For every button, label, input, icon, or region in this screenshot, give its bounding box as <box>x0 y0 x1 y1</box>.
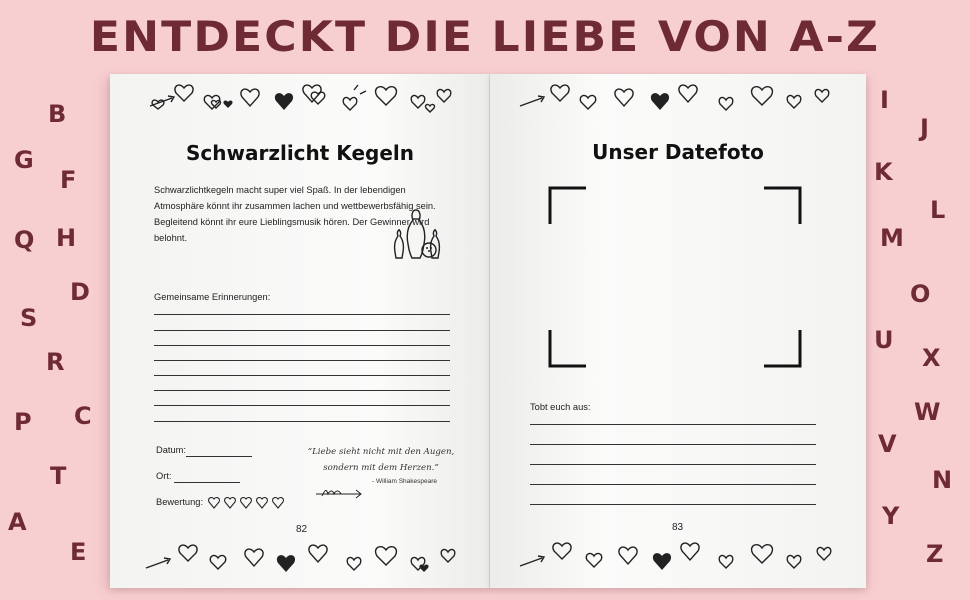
side-letter: O <box>910 280 931 308</box>
side-letter: A <box>8 508 27 536</box>
page-title: Schwarzlicht Kegeln <box>186 141 414 165</box>
right-page <box>490 74 866 588</box>
memory-line[interactable] <box>154 314 450 315</box>
heart-border-top <box>490 76 866 120</box>
heart-border-top <box>110 76 490 120</box>
place-field[interactable] <box>174 482 240 483</box>
rating-heart-icon <box>225 498 236 508</box>
side-letter: U <box>874 326 894 354</box>
side-letter: X <box>922 344 941 372</box>
page-title: Unser Datefoto <box>592 140 764 164</box>
memory-line[interactable] <box>154 421 450 422</box>
page-number: 82 <box>296 524 308 535</box>
heart-border-bottom <box>110 536 490 580</box>
side-letter: N <box>932 466 953 494</box>
side-letter: K <box>874 158 893 186</box>
memory-line[interactable] <box>154 375 450 376</box>
side-letter: Z <box>926 540 944 568</box>
side-letter: P <box>14 408 32 436</box>
frame-corner-top-left <box>550 188 586 224</box>
note-line[interactable] <box>530 444 816 445</box>
note-line[interactable] <box>530 484 816 485</box>
heart-icon <box>110 76 490 120</box>
headline: ENTDECKT DIE LIEBE VON A-Z <box>89 12 881 61</box>
date-label: Datum: <box>156 445 186 455</box>
memory-line[interactable] <box>154 330 450 331</box>
prompt-label: Tobt euch aus: <box>530 402 591 412</box>
frame-corner-bottom-left <box>550 330 586 366</box>
heart-icon <box>490 76 866 120</box>
side-letter: E <box>70 538 87 566</box>
place-label: Ort: <box>156 471 172 481</box>
side-letter: Q <box>14 226 35 254</box>
side-letter: M <box>880 224 904 252</box>
rating-heart-icon <box>257 498 268 508</box>
heart-border-bottom <box>490 534 866 578</box>
side-letter: I <box>880 86 889 114</box>
side-letter: B <box>48 100 67 128</box>
side-letter: S <box>20 304 38 332</box>
bowling-pins-icon <box>392 208 448 260</box>
memory-line[interactable] <box>154 405 450 406</box>
note-line[interactable] <box>530 424 816 425</box>
rating-heart-icon <box>209 498 220 508</box>
side-letter: H <box>56 224 77 252</box>
rating-heart-icon <box>273 498 284 508</box>
heart-icon <box>490 534 866 578</box>
frame-corner-bottom-right <box>764 330 800 366</box>
activity-description: Schwarzlichtkegeln macht super viel Spaß. In der lebendigen Atmosphäre könnt ihr zusammen lachen und wettbewerbsfähig sein. Begleitend könnt ihr eure Lieblingsmusik hören. Der Gewinner wird belohnt. <box>154 185 436 243</box>
side-letter: J <box>920 114 929 142</box>
memory-line[interactable] <box>154 390 450 391</box>
side-letter: V <box>878 430 897 458</box>
rating-label: Bewertung: <box>156 497 204 507</box>
memory-line[interactable] <box>154 345 450 346</box>
note-line[interactable] <box>530 504 816 505</box>
side-letter: W <box>914 398 941 426</box>
side-letter: D <box>70 278 90 306</box>
page-number: 83 <box>672 522 684 533</box>
left-page <box>110 74 490 588</box>
heart-icon <box>110 536 490 580</box>
memory-line[interactable] <box>154 360 450 361</box>
side-letter: T <box>50 462 67 490</box>
side-letter: G <box>14 146 34 174</box>
side-letter: L <box>930 196 946 224</box>
memories-label: Gemeinsame Erinnerungen: <box>154 292 271 302</box>
love-arrow-icon <box>314 484 364 500</box>
rating-heart-icon <box>241 498 252 508</box>
side-letter: Y <box>882 502 900 530</box>
side-letter: C <box>74 402 92 430</box>
rating-hearts[interactable] <box>206 495 290 511</box>
side-letter: F <box>60 166 77 194</box>
note-line[interactable] <box>530 464 816 465</box>
quote-author: - William Shakespeare <box>372 478 438 485</box>
frame-corner-top-right <box>764 188 800 224</box>
date-field[interactable] <box>186 456 252 457</box>
side-letter: R <box>46 348 65 376</box>
photo-frame[interactable] <box>548 186 804 370</box>
quote-text: “Liebe sieht nicht mit den Augen, sondern mit dem Herzen.” <box>307 447 455 473</box>
